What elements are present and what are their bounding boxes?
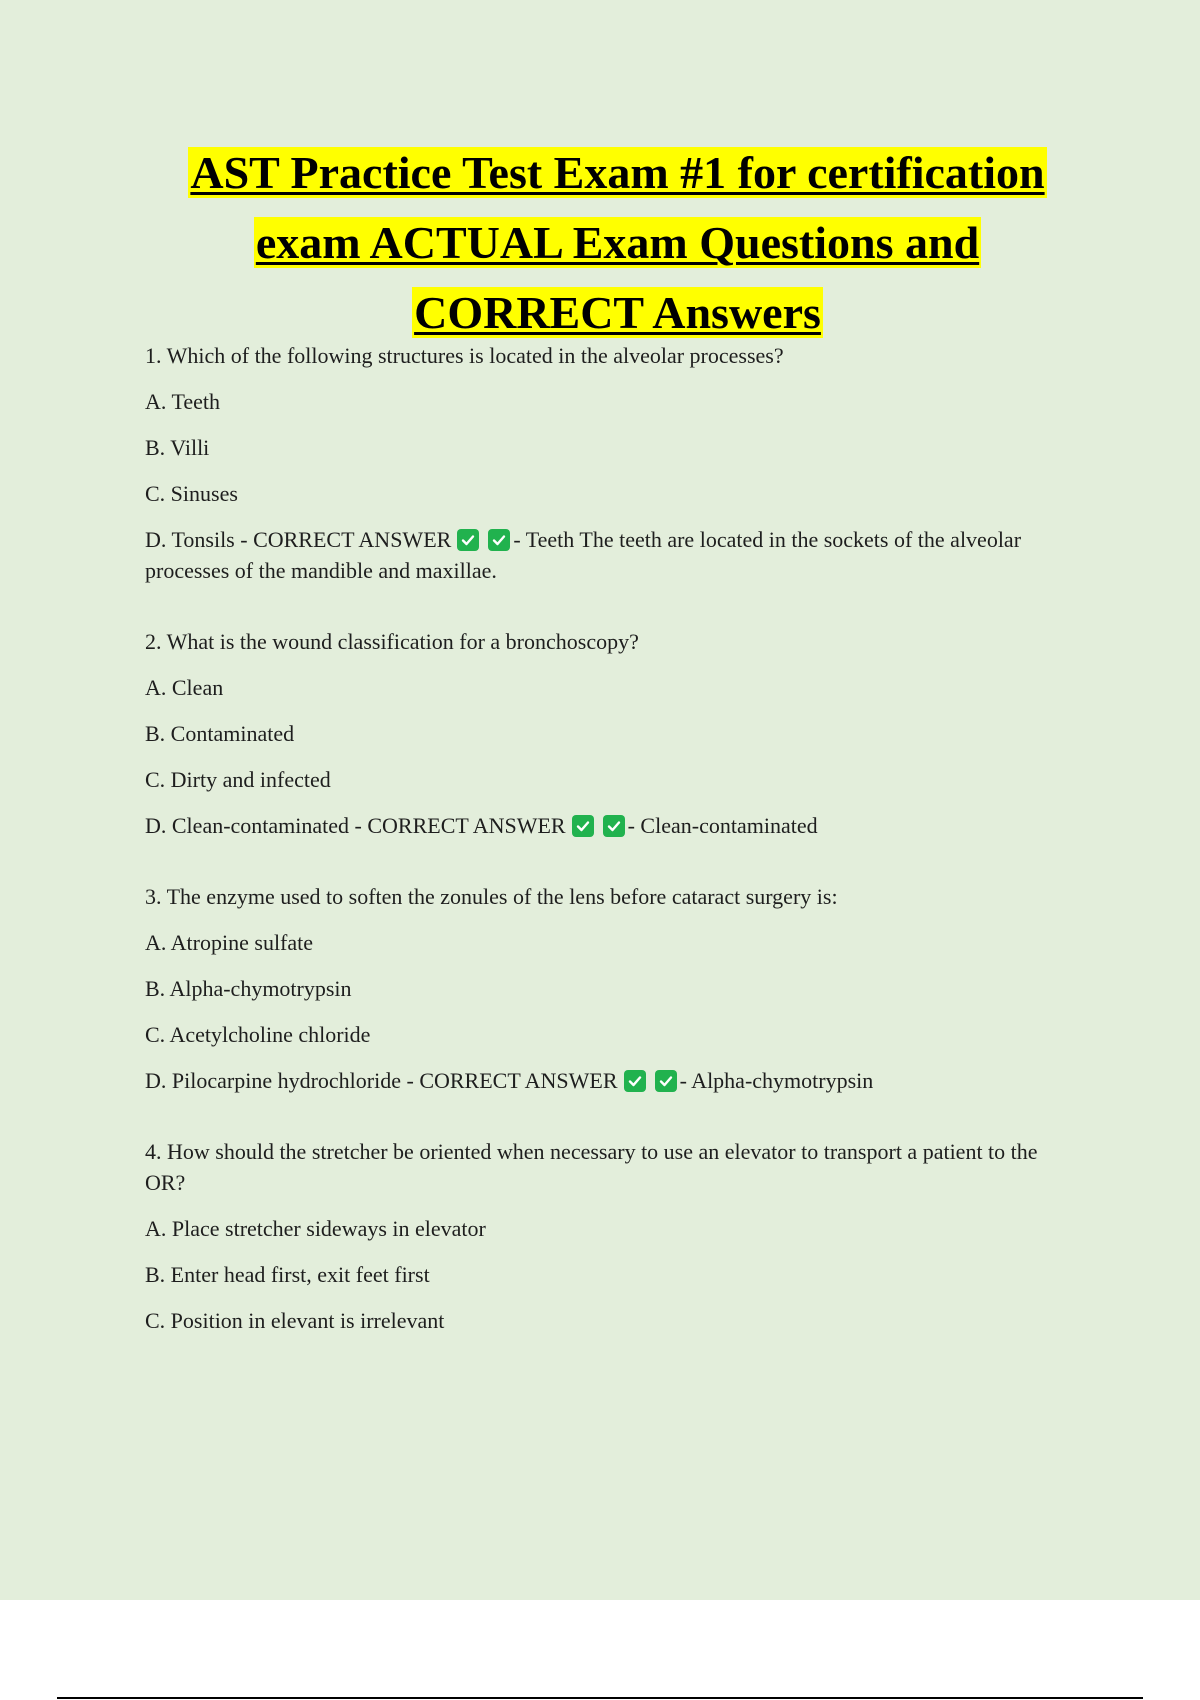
question-text: 2. What is the wound classification for a bronchoscopy?	[145, 629, 639, 654]
option-b: B. Contaminated	[145, 721, 295, 746]
option-d: D. Tonsils - CORRECT ANSWER	[145, 527, 452, 552]
question-2	[145, 626, 1080, 841]
option-a: A. Clean	[145, 675, 224, 700]
question-4	[145, 1136, 1080, 1336]
check-square-icon	[572, 815, 594, 837]
option-b: B. Enter head first, exit feet first	[145, 1262, 430, 1287]
question-text: 4. How should the stretcher be oriented when necessary to use an elevator to transport a patient to the OR?	[145, 1139, 1038, 1195]
check-square-icon	[624, 1070, 646, 1092]
option-b: B. Alpha-chymotrypsin	[145, 976, 352, 1001]
question-3	[145, 881, 1080, 1096]
title-line-2: exam ACTUAL Exam Questions and	[255, 217, 980, 268]
question-text: 1. Which of the following structures is located in the alveolar processes?	[145, 343, 784, 368]
option-d-with-answer	[145, 1065, 1080, 1096]
footer-divider	[57, 1697, 1143, 1699]
check-square-icon	[488, 529, 510, 551]
check-square-icon	[457, 529, 479, 551]
question-1	[145, 340, 1080, 586]
option-a: A. Atropine sulfate	[145, 930, 314, 955]
title-line-1: AST Practice Test Exam #1 for certification	[190, 147, 1045, 198]
option-a: A. Teeth	[145, 389, 221, 414]
option-c: C. Position in elevant is irrelevant	[145, 1308, 445, 1333]
answer-explanation: - Alpha-chymotrypsin	[679, 1068, 874, 1093]
option-c: C. Dirty and infected	[145, 767, 331, 792]
title-line-3: CORRECT Answers	[414, 287, 821, 338]
check-square-icon	[655, 1070, 677, 1092]
option-c: C. Sinuses	[145, 481, 238, 506]
option-d-with-answer	[145, 810, 1080, 841]
document-title	[150, 143, 1085, 353]
questions-list	[145, 340, 1080, 1376]
question-text: 3. The enzyme used to soften the zonules of the lens before cataract surgery is:	[145, 884, 838, 909]
option-b: B. Villi	[145, 435, 210, 460]
option-d: D. Pilocarpine hydrochloride - CORRECT ANSWER	[145, 1068, 618, 1093]
option-c: C. Acetylcholine chloride	[145, 1022, 371, 1047]
answer-explanation: - Clean-contaminated	[627, 813, 818, 838]
check-square-icon	[603, 815, 625, 837]
option-d-with-answer	[145, 524, 1080, 586]
answer-explanation: - Teeth The teeth are located in the sockets of the alveolar processes of the mandible and maxillae.	[145, 527, 1022, 583]
option-d: D. Clean-contaminated - CORRECT ANSWER	[145, 813, 566, 838]
option-a: A. Place stretcher sideways in elevator	[145, 1216, 486, 1241]
